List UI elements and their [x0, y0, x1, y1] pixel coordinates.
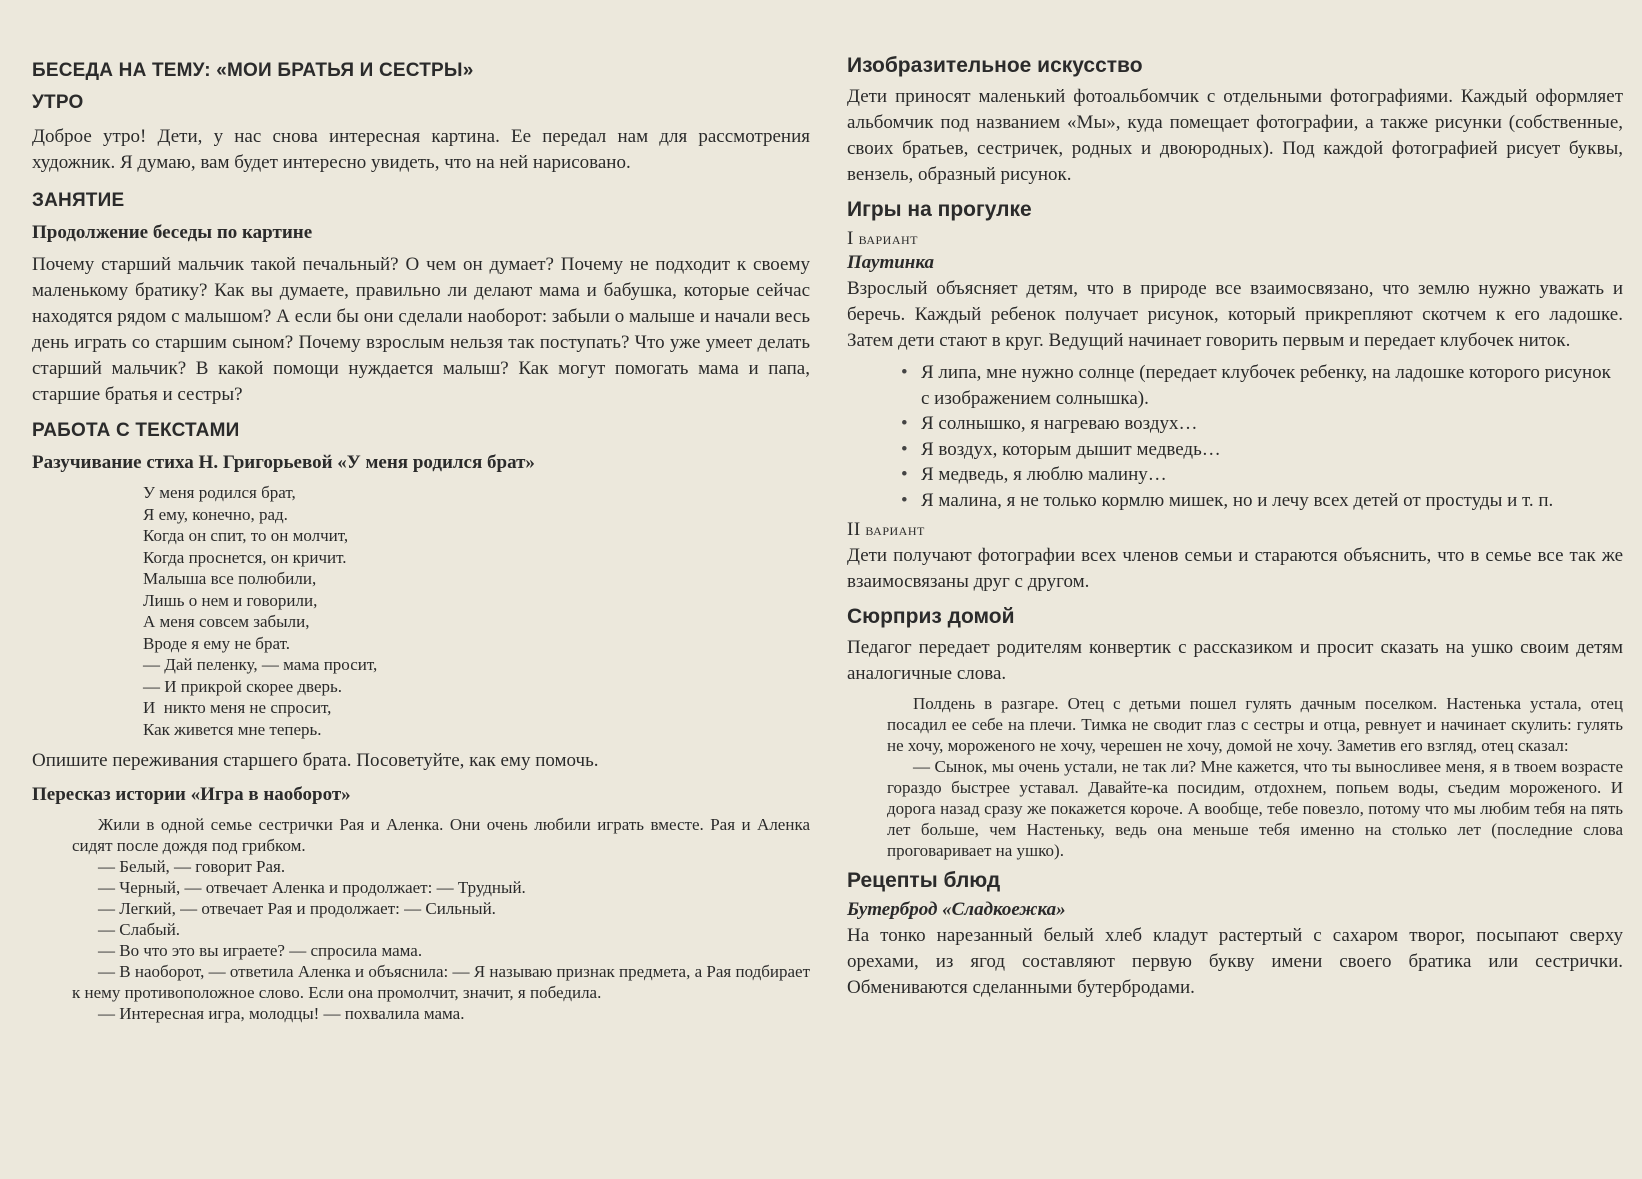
- story-paragraph: — Во что это вы играете? — спросила мама.: [98, 941, 423, 960]
- recipes-title: Рецепты блюд: [847, 869, 1001, 892]
- story-paragraph: Жили в одной семье сестрички Рая и Аленка. Они очень любили играть вместе. Рая и Аленка сидят после дождя под грибком.: [72, 815, 810, 855]
- story-paragraph: — Интересная игра, молодцы! — похвалила мама.: [98, 1004, 465, 1023]
- variant-1-label: [847, 228, 1623, 250]
- poem-task: Опишите переживания старшего брата. Посоветуйте, как ему помочь.: [32, 750, 599, 771]
- poem-line: Малыша все полюбили,: [143, 569, 317, 588]
- variant-2-label: [847, 519, 1623, 541]
- variant-2-numeral: II: [847, 519, 861, 540]
- surprise-title: Сюрприз домой: [847, 605, 1015, 628]
- game-2-text: Дети получают фотографии всех членов семьи и стараются объяснить, что в семье все так же взаимосвязаны друг с другом.: [847, 545, 1623, 592]
- variant-2-word: вариант: [865, 520, 925, 539]
- poem-title: Разучивание стиха Н. Григорьевой «У меня родился брат»: [32, 452, 535, 473]
- story: [72, 814, 810, 1024]
- recipe-text: На тонко нарезанный белый хлеб кладут растертый с сахаром творог, посыпают сверху орехами, из ягод составляют первую букву имени своего братика или сестрички. Обмениваются сделанными бутербродами.: [847, 925, 1623, 998]
- story-paragraph: — Сынок, мы очень устали, не так ли? Мне кажется, что ты выносливее меня, я в твоем возрасте гораздо быстрее уставал. Давайте-ка посидим, отдохнем, попьем воды, съедим мороженого. И дорога назад сразу же покажется короче. А вообще, тебе повезло, потому что мы любим тебя на пять лет больше, чем Настеньку, ведь она меньше тебя именно на столько лет (последние слова проговаривает на ушко).: [887, 757, 1623, 860]
- poem-line: А меня совсем забыли,: [143, 612, 310, 631]
- surprise-text: Педагог передает родителям конвертик с рассказиком и просит сказать на ушко своим детям аналогичные слова.: [847, 637, 1623, 684]
- story-paragraph: — В наоборот, — ответила Аленка и объяснила: — Я называю признак предмета, а Рая подбирает к нему противоположное слово. Если она промолчит, значит, я победила.: [72, 962, 810, 1002]
- variant-1-word: вариант: [858, 229, 918, 248]
- poem-line: Когда проснется, он кричит.: [143, 547, 347, 567]
- game-1-text: Взрослый объясняет детям, что в природе все взаимосвязано, что землю нужно уважать и беречь. Каждый ребенок получает рисунок, который прикрепляют скотчем к его ладошке. Затем дети стают в круг. Ведущий начинает говорить первым и передает клубочек ниток.: [847, 278, 1623, 351]
- story-title: Пересказ истории «Игра в наоборот»: [32, 784, 351, 805]
- lesson-text: Почему старший мальчик такой печальный? О чем он думает? Почему не подходит к своему маленькому братику? Как вы думаете, правильно ли делают мама и бабушка, которые сейчас находятся рядом с малышом? А если бы они сделали наоборот: забыли о малыше и начали весь день играть со старшим сыном? Почему взрослым нельзя так поступать? Что уже умеет делать старший мальчик? В какой помощи нуждается малыш? Как могут помогать мама и папа, старшие братья и сестры?: [32, 254, 810, 405]
- bullet-item: • Я малина, я не только кормлю мишек, но и лечу всех детей от простуды и т. п.: [901, 488, 1623, 514]
- page-heading: БЕСЕДА НА ТЕМУ: «МОИ БРАТЬЯ И СЕСТРЫ»: [32, 60, 474, 81]
- texts-title: РАБОТА С ТЕКСТАМИ: [32, 420, 240, 441]
- surprise-story: [887, 693, 1623, 861]
- poem-line: Как живется мне теперь.: [143, 719, 322, 739]
- bullet-item: • Я липа, мне нужно солнце (передает клубочек ребенку, на ладошке которого рисунок с изображением солнышка).: [901, 360, 1623, 411]
- story-paragraph: — Белый, — говорит Рая.: [98, 857, 286, 876]
- right-page: [847, 52, 1623, 1007]
- lesson-subtitle: Продолжение беседы по картине: [32, 222, 313, 243]
- poem-line: Лишь о нем и говорили,: [143, 590, 318, 610]
- art-title: Изобразительное искусство: [847, 54, 1143, 77]
- left-page: [32, 52, 810, 1024]
- poem-line: Я ему, конечно, рад.: [143, 504, 288, 524]
- story-paragraph: — Слабый.: [98, 920, 181, 939]
- morning-text: Доброе утро! Дети, у нас снова интересная картина. Ее передал нам для рассмотрения художник. Я думаю, вам будет интересно увидеть, что на ней нарисовано.: [32, 126, 810, 173]
- story-paragraph: — Черный, — отвечает Аленка и продолжает: — Трудный.: [98, 878, 526, 897]
- poem-line: — И прикрой скорее дверь.: [143, 676, 342, 696]
- morning-title: УТРО: [32, 92, 84, 113]
- story-paragraph: Полдень в разгаре. Отец с детьми пошел гулять дачным поселком. Настенька устала, отец посадил ее себе на плечи. Тимка не сводит глаз с сестры и отца, ревнует и начинает скулить: гулять не хочу, мороженого не хочу, черешен не хочу, домой не хочу. Заметив его взгляд, отец сказал:: [887, 694, 1623, 755]
- story-paragraph: — Легкий, — отвечает Рая и продолжает: — Сильный.: [98, 899, 496, 918]
- poem-line: У меня родился брат,: [143, 483, 296, 502]
- variant-1-numeral: I: [847, 228, 854, 249]
- poem-line: — Дай пеленку, — мама просит,: [143, 655, 378, 674]
- game-bullets: [847, 360, 1623, 513]
- games-title: Игры на прогулке: [847, 198, 1032, 221]
- bullet-item: • Я воздух, которым дышит медведь…: [901, 437, 1623, 463]
- poem-line: Вроде я ему не брат.: [143, 633, 290, 653]
- art-text: Дети приносят маленький фотоальбомчик с отдельными фотографиями. Каждый оформляет альбомчик под названием «Мы», куда помещает фотографии, а также рисунки (собственные, своих братьев, сестричек, родных и двоюродных). Под каждой фотографией рисует буквы, вензель, образный рисунок.: [847, 86, 1623, 185]
- poem-line: Когда он спит, то он молчит,: [143, 526, 349, 545]
- lesson-title: ЗАНЯТИЕ: [32, 190, 125, 211]
- bullet-item: • Я медведь, я люблю малину…: [901, 462, 1623, 488]
- poem-line: И никто меня не спросит,: [143, 698, 332, 717]
- game-name: Паутинка: [847, 252, 935, 273]
- poem: [143, 482, 810, 740]
- dish-name: Бутерброд «Сладкоежка»: [847, 899, 1066, 920]
- bullet-item: • Я солнышко, я нагреваю воздух…: [901, 411, 1623, 437]
